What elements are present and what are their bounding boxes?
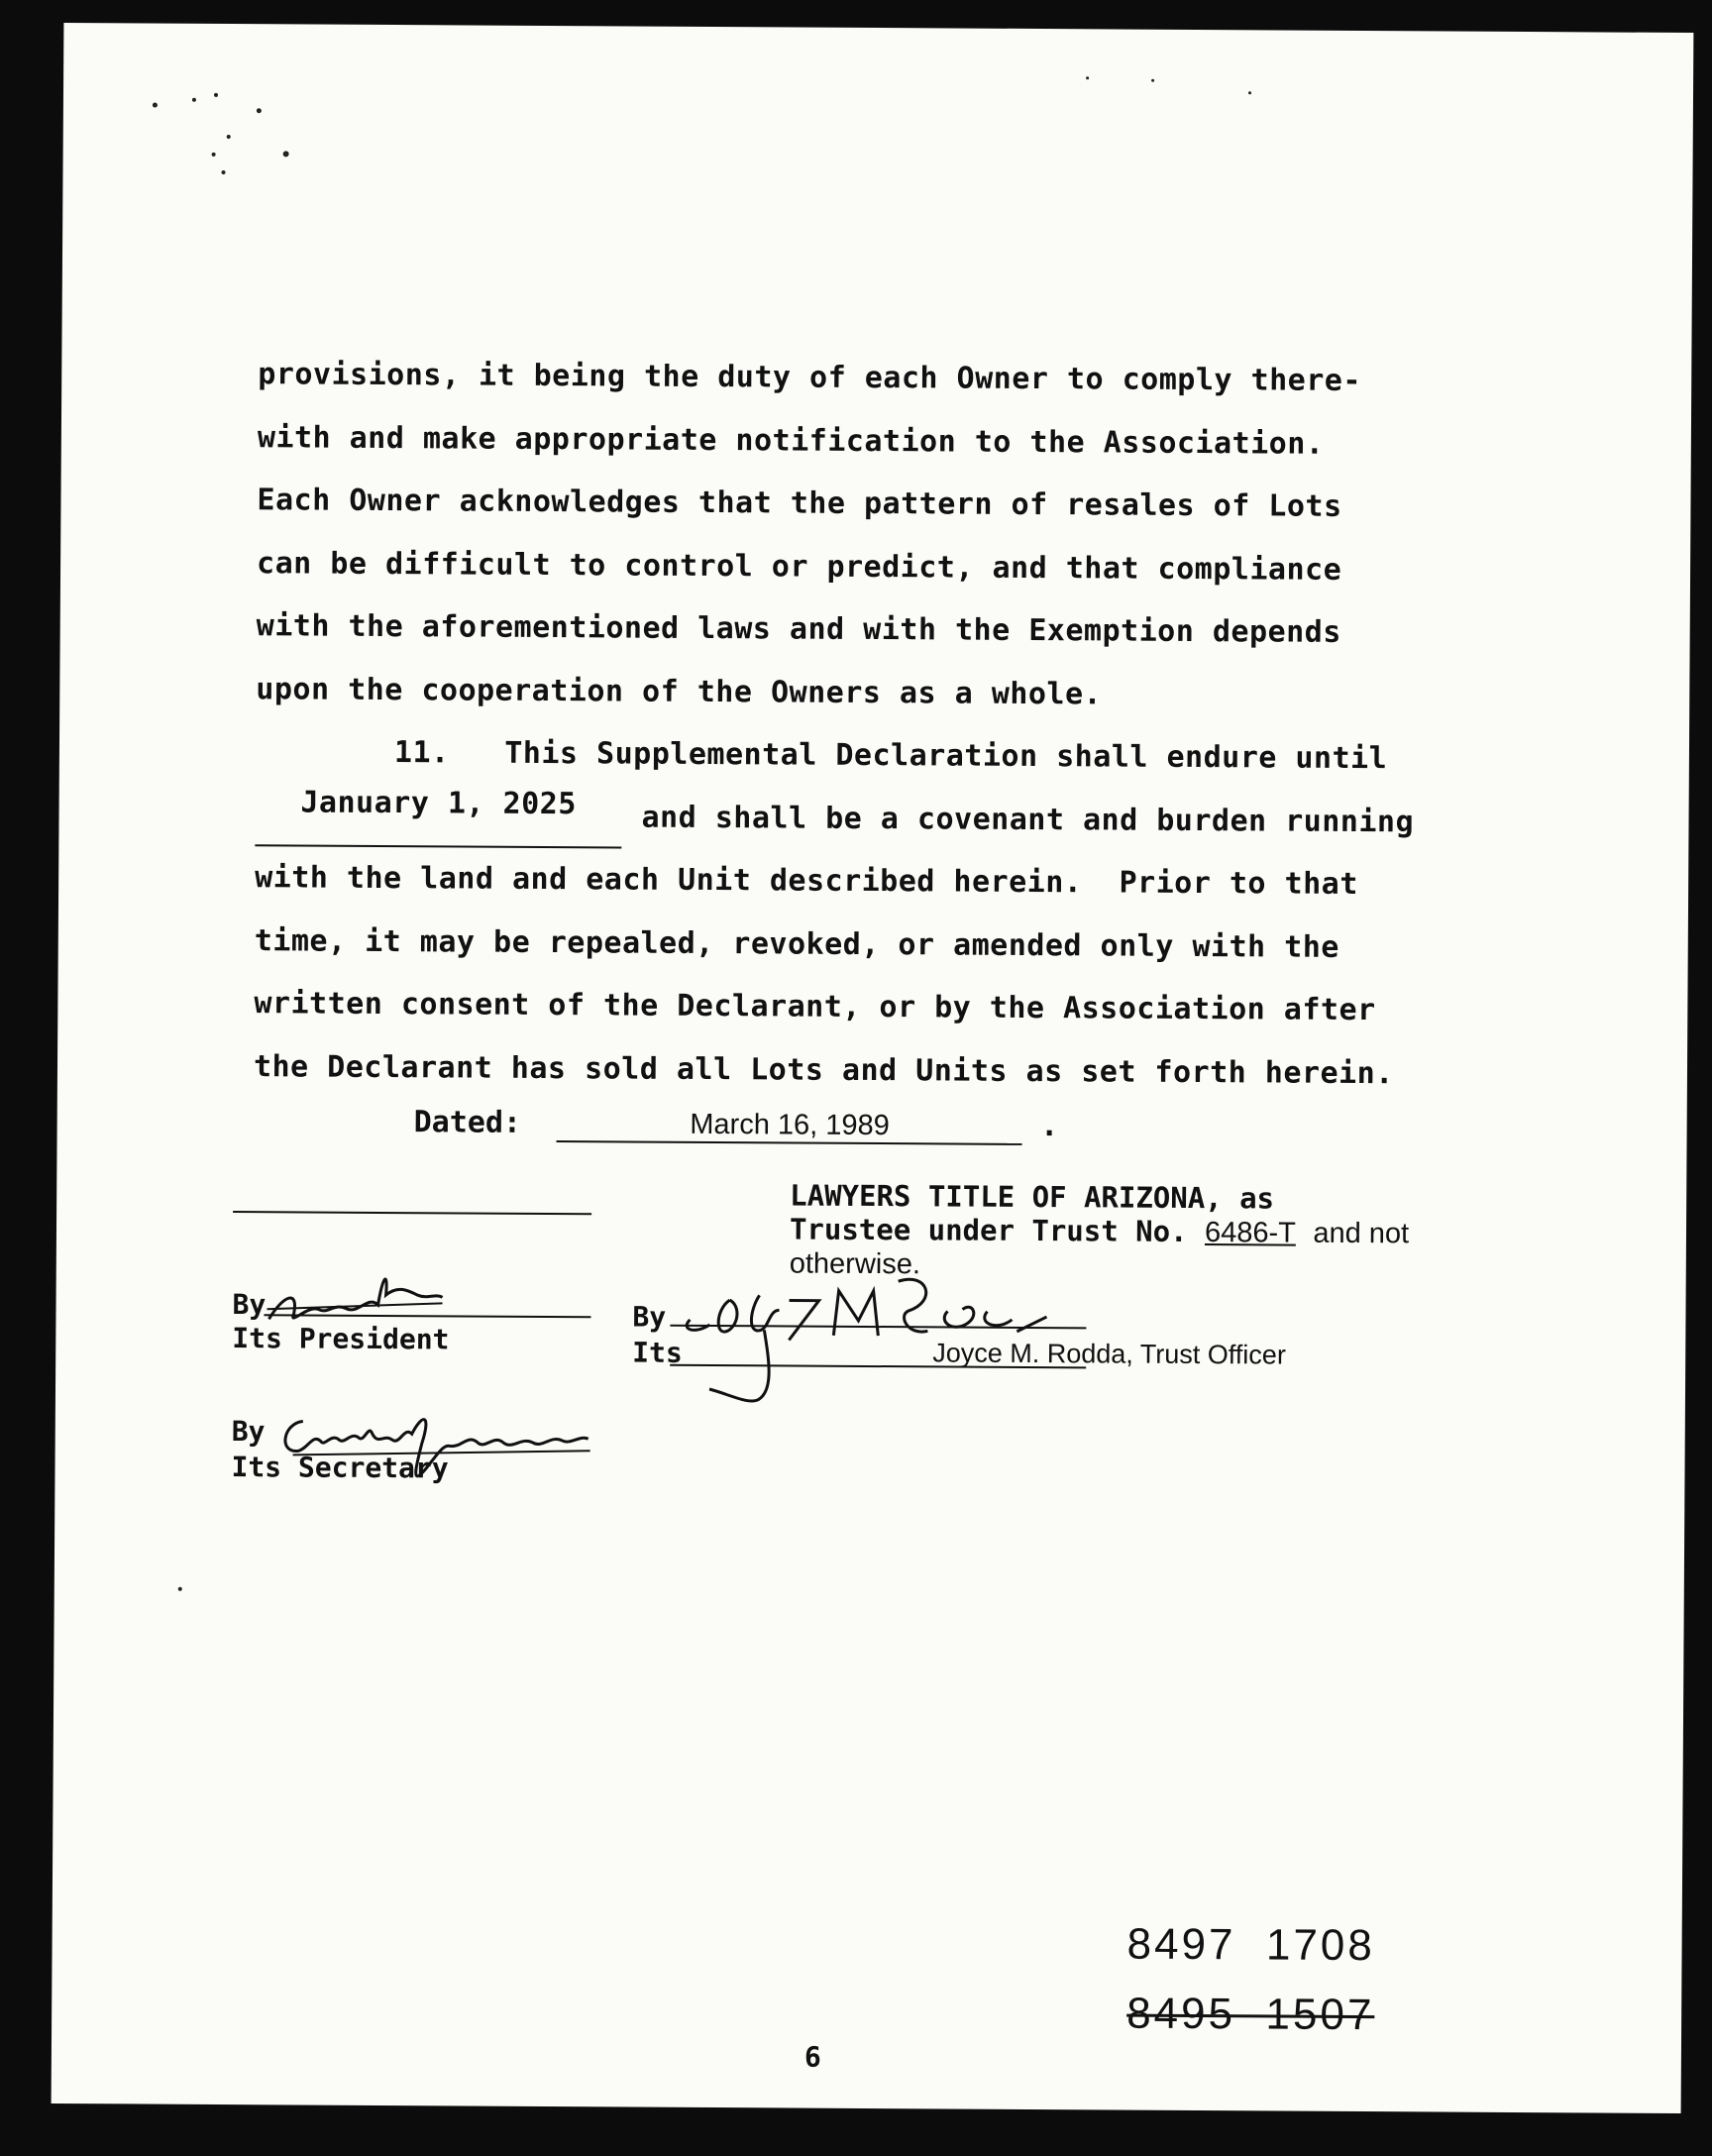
- section-11-heading: [256, 720, 1512, 791]
- left-blank-line: [233, 1211, 591, 1215]
- body-line: with the land and each Unit described herein. Prior to that: [255, 860, 1358, 902]
- secretary-signature: [272, 1403, 600, 1494]
- secretary-by-label: By: [231, 1415, 266, 1449]
- scan-speck: [1151, 79, 1154, 82]
- page-number: 6: [803, 2040, 821, 2074]
- body-line: upon the cooperation of the Owners as a whole.: [256, 671, 1103, 711]
- body-line: provisions, it being the duty of each Owner to comply there-: [258, 357, 1362, 399]
- scan-speck: [214, 93, 218, 97]
- trustee-prefix: Trustee under Trust No.: [789, 1212, 1188, 1248]
- scan-speck: [192, 98, 196, 102]
- president-title: Its President: [232, 1322, 450, 1356]
- body-line: written consent of the Declarant, or by the Association after: [254, 986, 1376, 1028]
- trust-officer-name: Joyce M. Rodda, Trust Officer: [932, 1338, 1286, 1370]
- scan-speck: [283, 151, 289, 157]
- dated-label: Dated:: [413, 1105, 522, 1140]
- end-date-field: January 1, 2025: [255, 784, 621, 849]
- trust-officer-signature: [670, 1260, 1067, 1411]
- scan-speck: [221, 170, 225, 174]
- scan-speck: [212, 153, 216, 157]
- body-line: Each Owner acknowledges that the pattern of resales of Lots: [257, 483, 1342, 524]
- struck-recording-number: 8495 1507: [1126, 1989, 1375, 2040]
- scan-speck: [227, 135, 231, 139]
- body-line: can be difficult to control or predict, and that compliance: [256, 545, 1342, 588]
- trustee-by-label: By: [632, 1300, 667, 1334]
- president-by-label: By: [232, 1288, 267, 1322]
- trustee-line-1: LAWYERS TITLE OF ARIZONA, as: [790, 1178, 1275, 1216]
- recording-number: 8497 1708: [1126, 1919, 1375, 1971]
- body-line: with and make appropriate notification to the Association.: [257, 419, 1325, 462]
- scan-speck: [1086, 76, 1089, 79]
- dated-row: [414, 1105, 1059, 1145]
- scan-speck: [1248, 91, 1251, 94]
- scan-speck: [178, 1587, 182, 1591]
- president-signature: [259, 1264, 457, 1345]
- scan-speck: [257, 108, 262, 113]
- trustee-line-2: [790, 1212, 1409, 1250]
- trustee-suffix: and not: [1313, 1217, 1410, 1250]
- section-11-first-line: 11. This Supplemental Declaration shall endure until: [393, 735, 1388, 777]
- section-11-second-line: and shall be a covenant and burden running: [641, 800, 1415, 839]
- trust-number: 6486-T: [1204, 1217, 1297, 1249]
- scan-speck: [153, 103, 158, 108]
- trustee-line-3: otherwise.: [789, 1247, 921, 1281]
- body-line: with the aforementioned laws and with the Exemption depends: [256, 608, 1341, 650]
- section-11-date-line: [255, 784, 1511, 854]
- declaration-body: [254, 343, 1515, 1106]
- trustee-its-label: Its: [632, 1336, 683, 1369]
- dated-value: March 16, 1989: [557, 1108, 1022, 1145]
- document-page: [52, 23, 1694, 2113]
- dated-end: .: [1040, 1109, 1059, 1144]
- secretary-title: Its Secretary: [231, 1451, 449, 1485]
- body-line: the Declarant has sold all Lots and Units as set forth herein.: [253, 1048, 1394, 1091]
- body-line: time, it may be repealed, revoked, or amended only with the: [254, 922, 1340, 965]
